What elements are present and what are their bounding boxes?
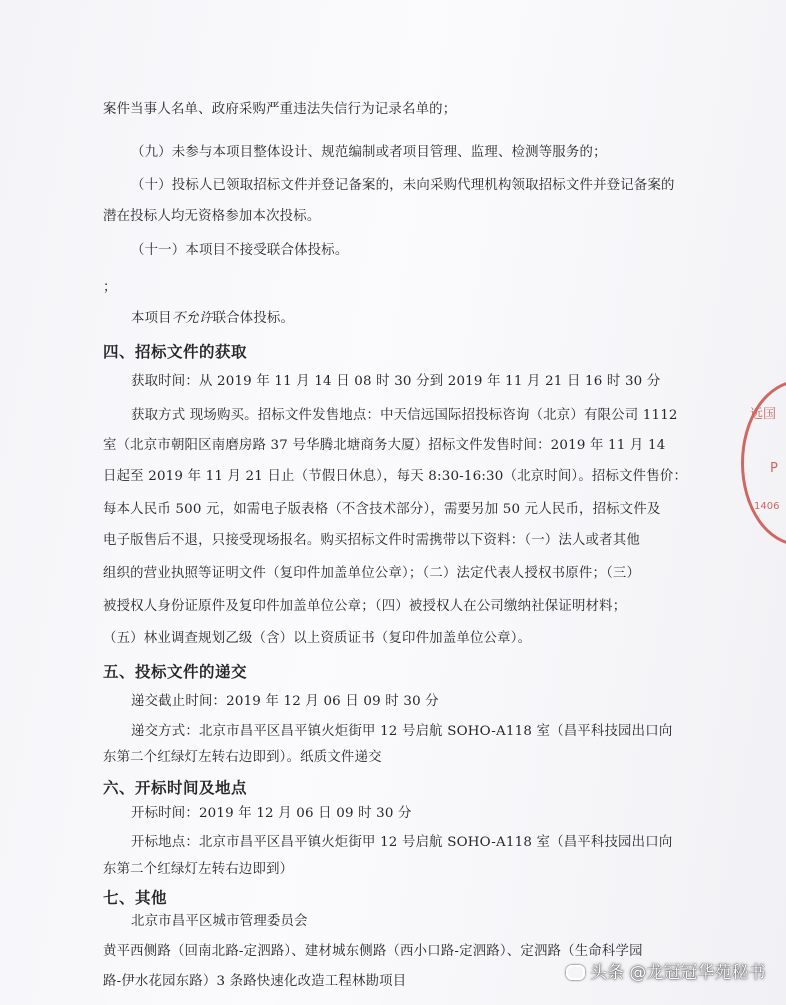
section-heading: 四、招标文件的获取 xyxy=(103,343,248,361)
text-line: 递交截止时间：2019 年 12 月 06 日 09 时 30 分 xyxy=(131,694,439,709)
text-line: 递交方式：北京市昌平区昌平镇火炬街甲 12 号启航 SOHO-A118 室（昌平科技园出口向 xyxy=(131,724,673,739)
watermark-text: 头条 @龙冠冠华苑秘书 xyxy=(590,963,766,983)
text-line: 电子版售后不退，只接受现场报名。购买招标文件时需携带以下资料：（一）法人或者其他 xyxy=(103,533,640,548)
seal-text: 远国 xyxy=(750,407,777,422)
text-line: 北京市昌平区城市管理委员会 xyxy=(131,914,308,929)
text-line: 日起至 2019 年 11 月 21 日止（节假日休息），每天 8:30-16:30（北京时间）。招标文件售价： xyxy=(103,469,688,484)
text-line: 路-伊水花园东路）3 条路快速化改造工程林勘项目 xyxy=(103,974,407,989)
text-line: 每本人民币 500 元，如需电子版表格（不含技术部分），需要另加 50 元人民币，招标文件及 xyxy=(103,502,661,517)
text-line: 室（北京市朝阳区南磨房路 37 号华腾北塘商务大厦）招标文件发售时间：2019 年 11 月 14 xyxy=(103,438,666,453)
section-heading: 六、开标时间及地点 xyxy=(103,779,248,797)
text-line: 组织的营业执照等证明文件（复印件加盖单位公章）；（二）法定代表人授权书原件；（三） xyxy=(103,566,641,581)
text-line: （十）投标人已领取招标文件并登记备案的，未向采购代理机构领取招标文件并登记备案的 xyxy=(131,178,675,193)
text-line: ； xyxy=(103,280,117,295)
watermark xyxy=(566,958,765,983)
seal-text: 1406 xyxy=(754,501,780,512)
text-line: 被授权人身份证原件及复印件加盖单位公章；（四）被授权人在公司缴纳社保证明材料； xyxy=(103,599,627,614)
text-line xyxy=(131,309,294,329)
text-line: 东第二个红绿灯左转右边即到） xyxy=(103,862,294,877)
text-line: 开标时间：2019 年 12 月 06 日 09 时 30 分 xyxy=(131,806,412,821)
text-line: 黄平西侧路（回南北路-定泗路）、建材城东侧路（西小口路-定泗路）、定泗路（生命科学园 xyxy=(103,944,643,959)
section-heading: 七、其他 xyxy=(103,889,168,907)
text-line: （九）未参与本项目整体设计、规范编制或者项目管理、监理、检测等服务的； xyxy=(131,145,607,160)
text-fragment: 联合体投标。 xyxy=(212,311,295,326)
text-line: 潜在投标人均无资格参加本次投标。 xyxy=(103,209,321,224)
official-seal xyxy=(741,380,786,546)
text-line: 开标地点：北京市昌平区昌平镇火炬街甲 12 号启航 SOHO-A118 室（昌平科技园出口向 xyxy=(131,835,673,850)
text-fragment-italic: 不允许 xyxy=(171,311,213,326)
text-line: 案件当事人名单、政府采购严重违法失信行为记录名单的； xyxy=(103,102,457,117)
text-line: 获取方式 现场购买。招标文件发售地点：中天信远国际招投标咨询（北京）有限公司 1112 xyxy=(131,408,678,423)
text-fragment: 本项目 xyxy=(131,311,172,326)
text-line: （十一）本项目不接受联合体投标。 xyxy=(131,243,349,258)
text-line: 东第二个红绿灯左转右边即到）。纸质文件递交 xyxy=(103,750,382,765)
chat-bubble-icon xyxy=(566,963,584,979)
text-line: （五）林业调查规划乙级（含）以上资质证书（复印件加盖单位公章）。 xyxy=(103,631,532,646)
text-line: 获取时间：从 2019 年 11 月 14 日 08 时 30 分到 2019 年 11 月 21 日 16 时 30 分 xyxy=(131,374,661,389)
section-heading: 五、投标文件的递交 xyxy=(103,663,248,681)
seal-text: P xyxy=(770,461,778,476)
